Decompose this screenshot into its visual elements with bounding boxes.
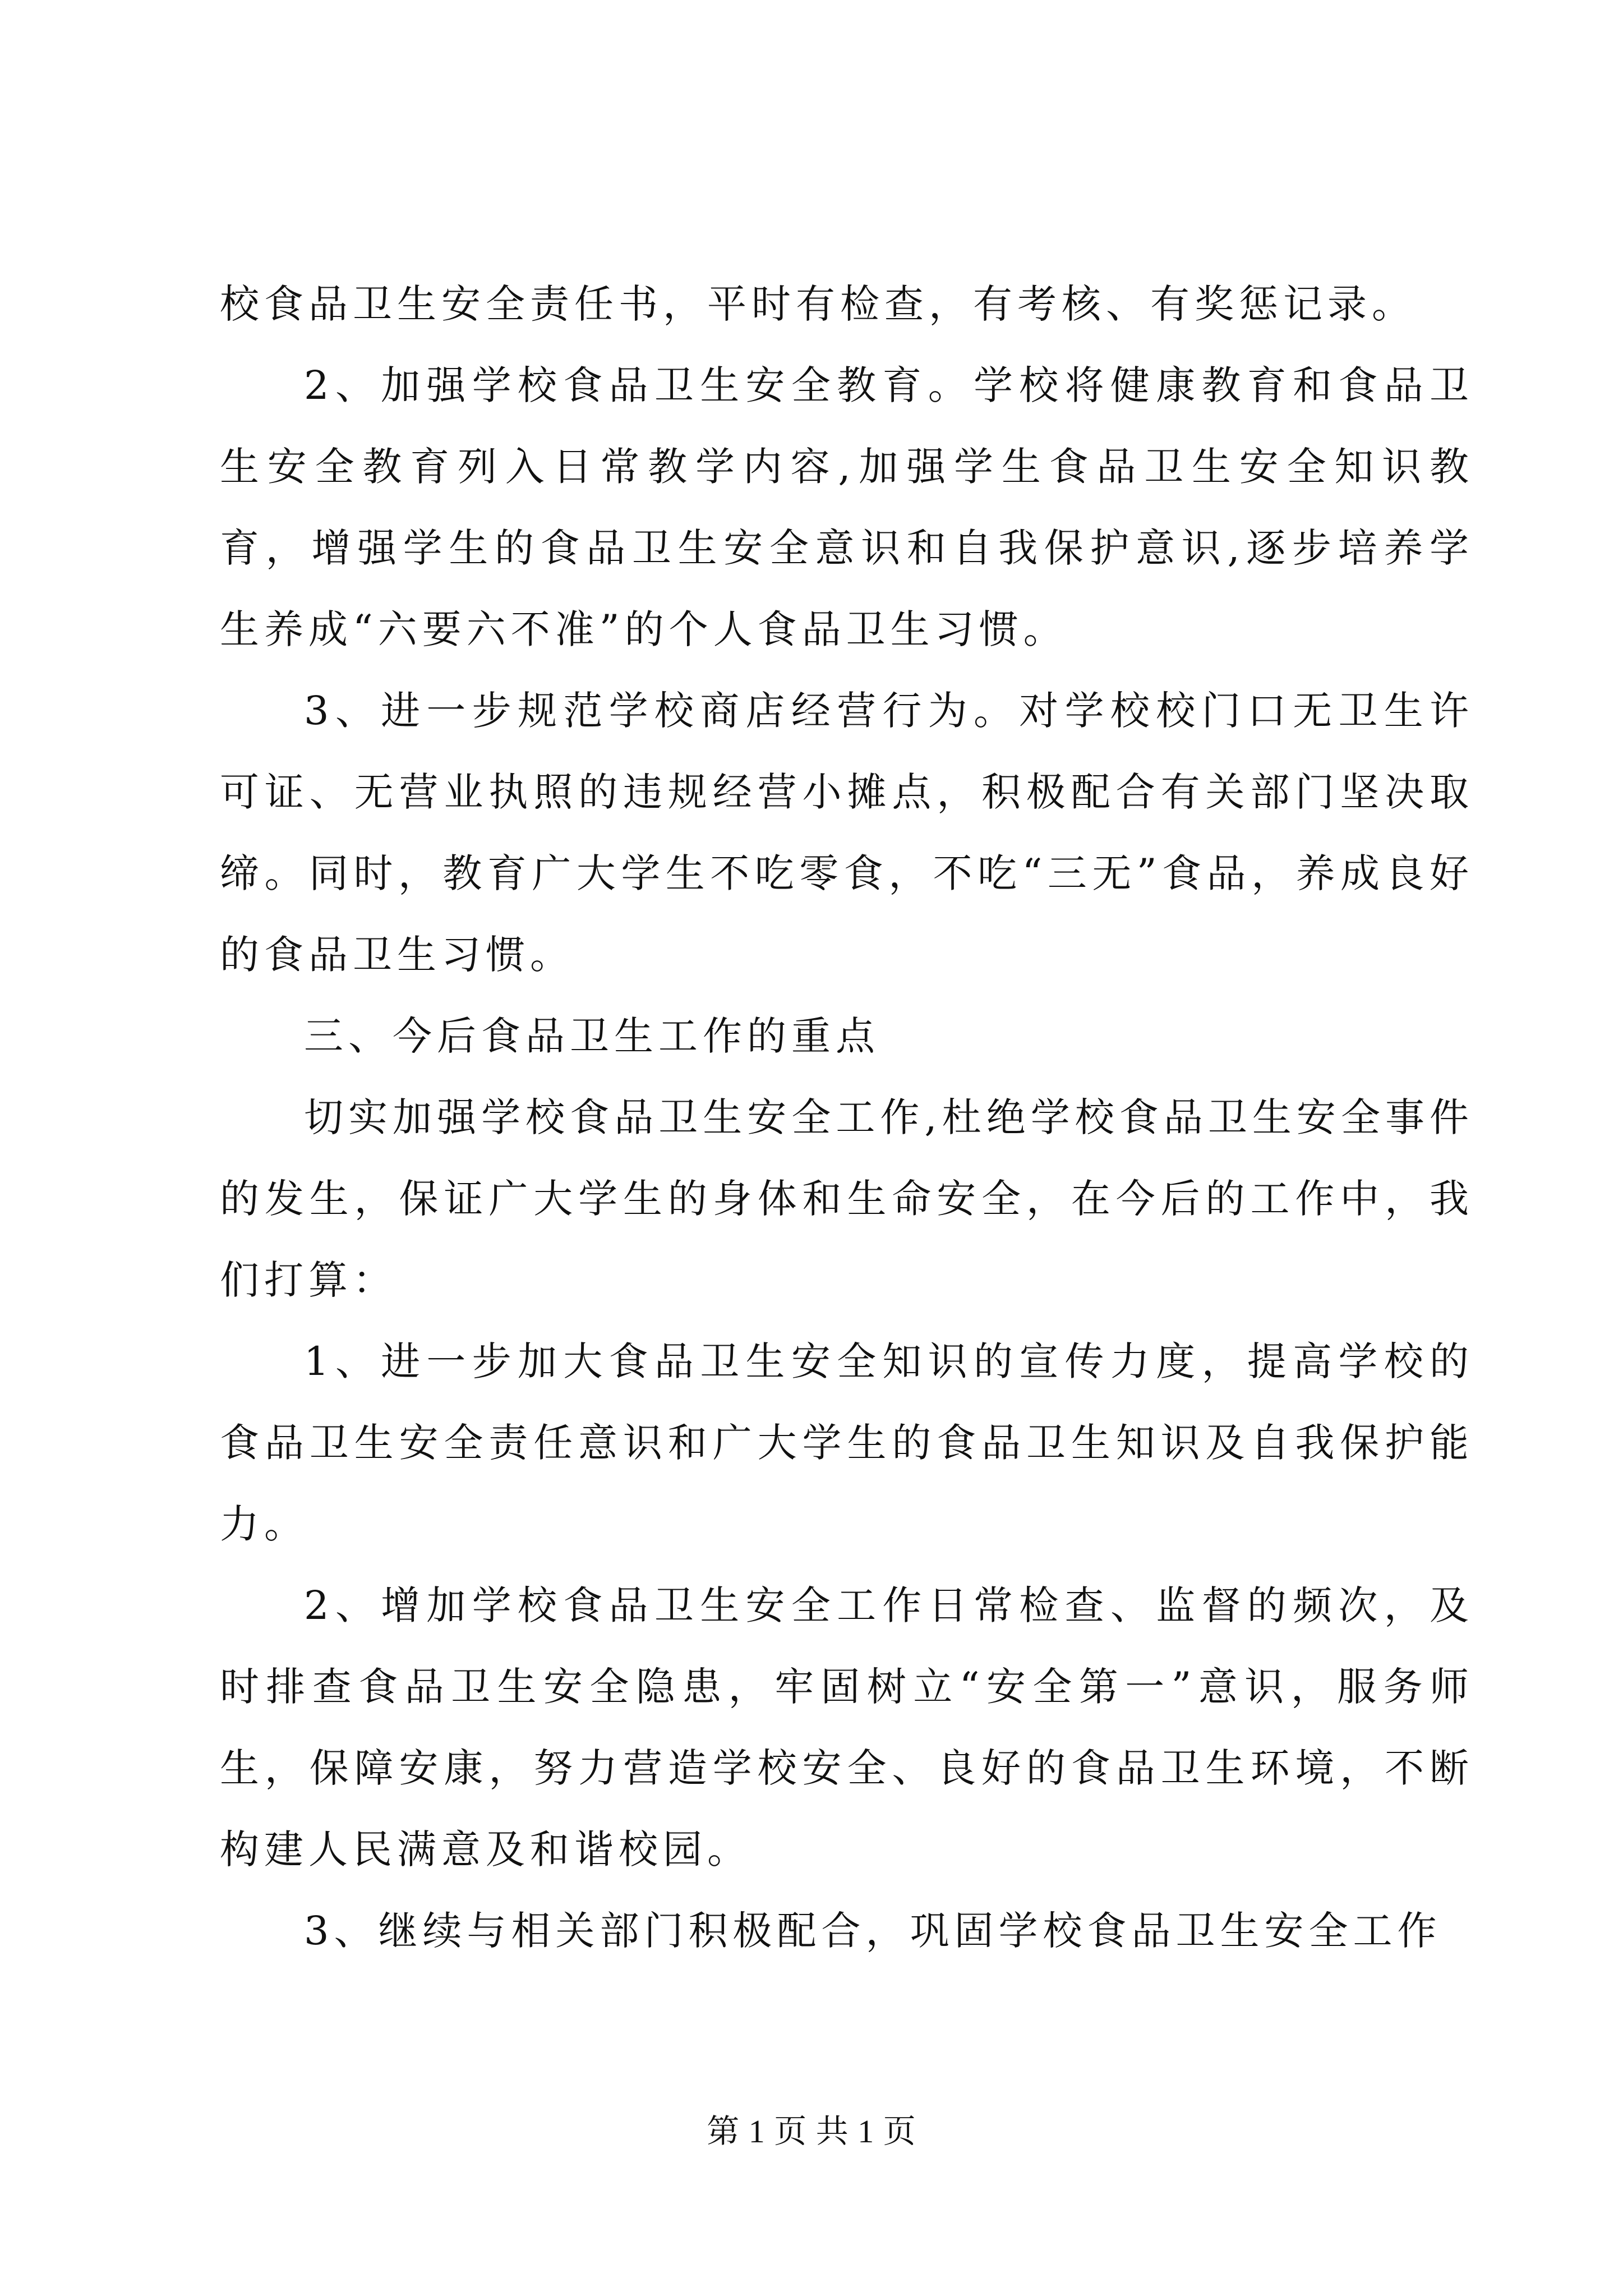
paragraph-food-safety-education: 2、加强学校食品卫生安全教育。学校将健康教育和食品卫生安全教育列入日常教学内容,加强学生食品卫生安全知识教育，增强学生的食品卫生安全意识和自我保护意识,逐步培养学生养成“六要六不准”的个人食品卫生习惯。	[220, 362, 1474, 652]
paragraph-plan-item-2: 2、增加学校食品卫生安全工作日常检查、监督的频次，及时排查食品卫生安全隐患，牢固树立“安全第一”意识，服务师生，保障安康，努力营造学校安全、良好的食品卫生环境，不断构建人民满意及和谐校园。	[220, 1582, 1474, 1872]
paragraph-plan-item-1: 1、进一步加大食品卫生安全知识的宣传力度，提高学校的食品卫生安全责任意识和广大学生的食品卫生知识及自我保护能力。	[220, 1338, 1474, 1547]
paragraph-store-regulation: 3、进一步规范学校商店经营行为。对学校校门口无卫生许可证、无营业执照的违规经营小摊点，积极配合有关部门坚决取缔。同时，教育广大学生不吃零食，不吃“三无”食品，养成良好的食品卫生习惯。	[220, 688, 1474, 978]
section-heading-future-focus: 三、今后食品卫生工作的重点	[304, 1013, 880, 1059]
paragraph-plan-intro: 切实加强学校食品卫生安全工作,杜绝学校食品卫生安全事件的发生，保证广大学生的身体和生命安全，在今后的工作中，我们打算：	[220, 1094, 1474, 1303]
paragraph-continuation: 校食品卫生安全责任书，平时有检查，有考核、有奖惩记录。	[220, 281, 1416, 327]
document-body	[220, 264, 1474, 1972]
paragraph-plan-item-3: 3、继续与相关部门积极配合，巩固学校食品卫生安全工作	[304, 1908, 1442, 1954]
page-footer-indicator: 第 1 页 共 1 页	[707, 2113, 916, 2150]
